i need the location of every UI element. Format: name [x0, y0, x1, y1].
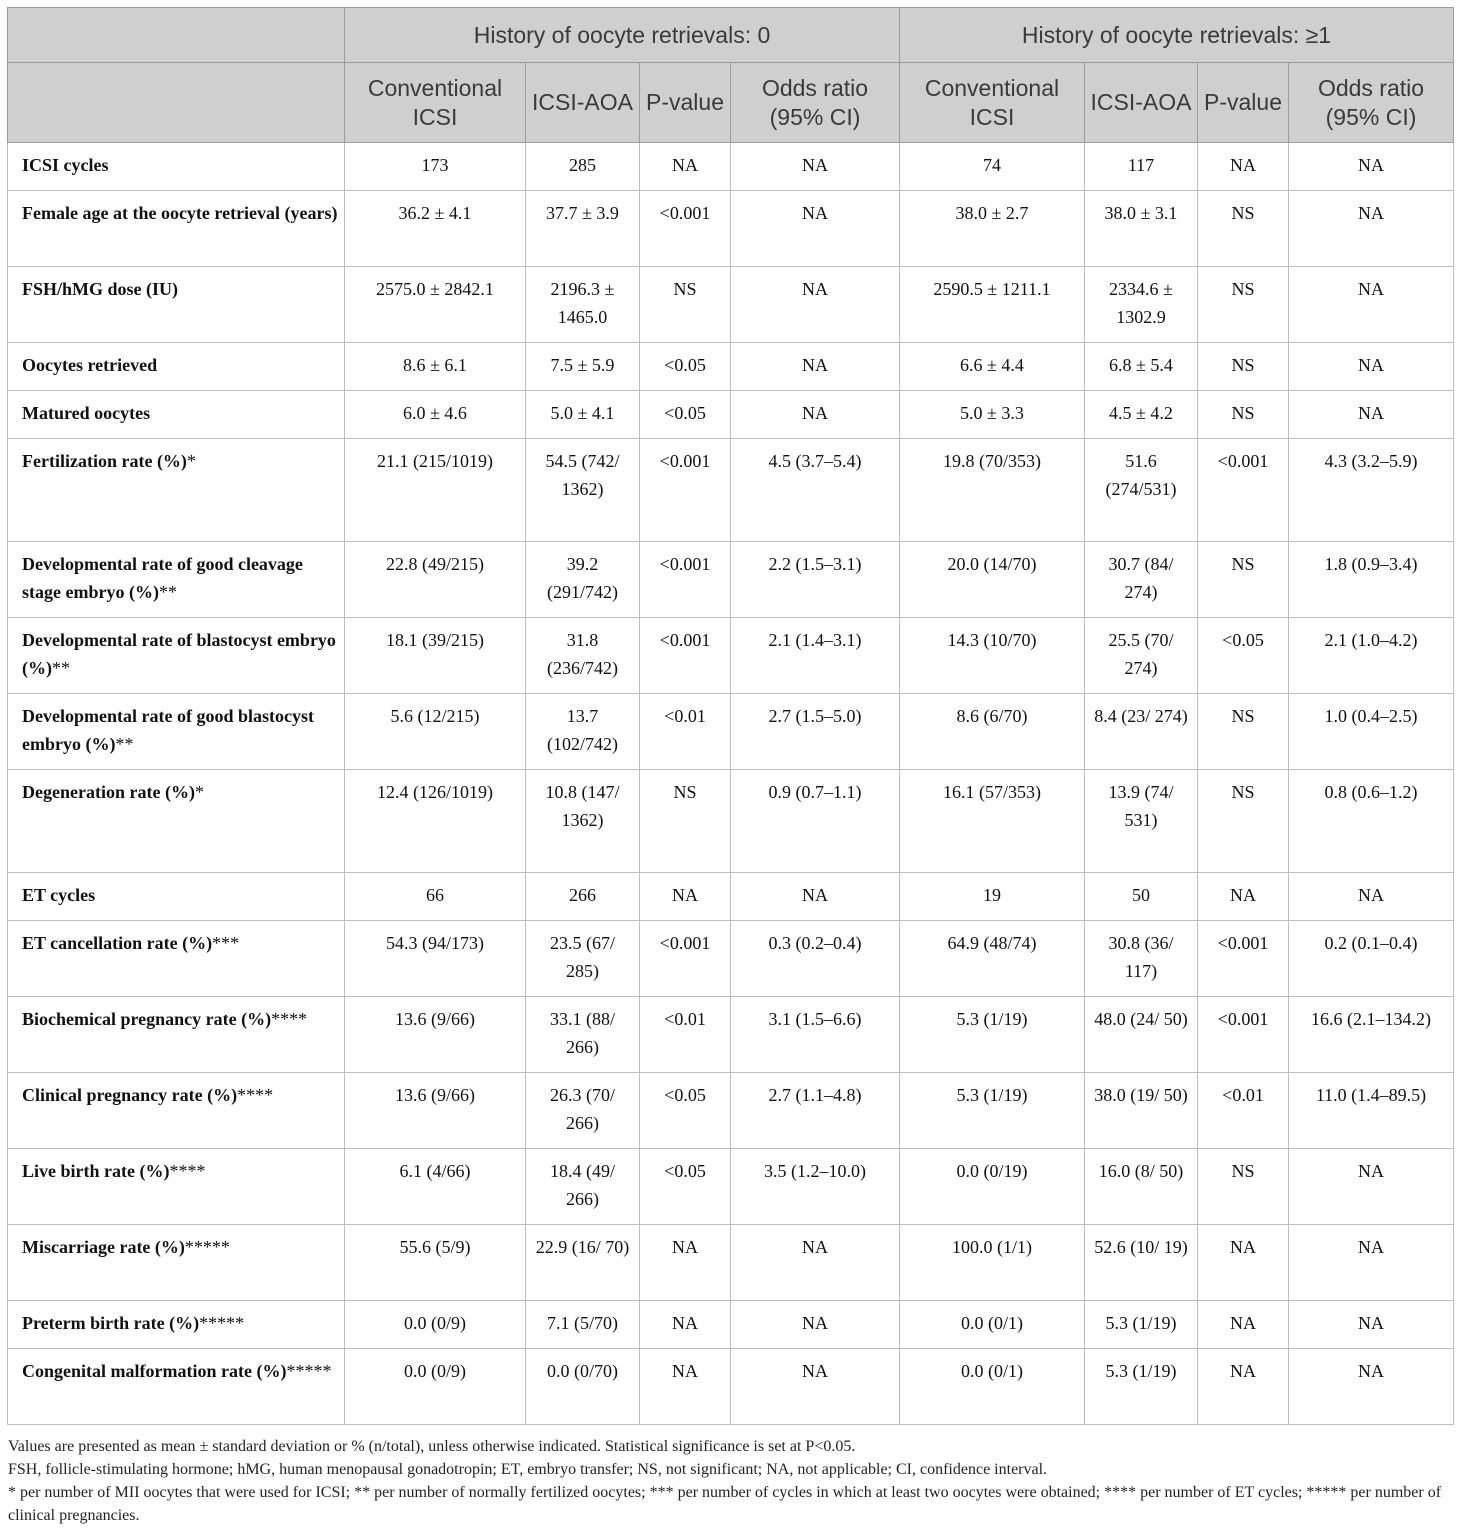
- column-header-icsi-aoa: ICSI-AOA: [1085, 63, 1198, 143]
- row-label-cell: [8, 267, 345, 343]
- table-cell: 6.1 (4/66): [345, 1149, 526, 1225]
- table-cell: NA: [731, 191, 900, 267]
- table-cell: 4.5 ± 4.2: [1085, 391, 1198, 439]
- table-cell: 38.0 ± 3.1: [1085, 191, 1198, 267]
- table-cell: NA: [731, 391, 900, 439]
- table-row: [8, 1073, 1454, 1149]
- row-label: ET cycles: [22, 885, 96, 905]
- column-header-conventional-icsi: Conventional ICSI: [900, 63, 1085, 143]
- row-label-cell: [8, 1073, 345, 1149]
- table-cell: <0.05: [1198, 618, 1289, 694]
- row-label: Fertilization rate (%): [22, 451, 187, 471]
- table-cell: NA: [640, 1301, 731, 1349]
- table-cell: 266: [526, 873, 640, 921]
- table-cell: 6.0 ± 4.6: [345, 391, 526, 439]
- table-cell: NA: [731, 343, 900, 391]
- row-footnote-marker: *****: [286, 1361, 332, 1381]
- table-cell: NS: [640, 267, 731, 343]
- row-footnote-marker: *: [194, 782, 204, 802]
- row-label-cell: [8, 770, 345, 873]
- table-cell: NA: [640, 873, 731, 921]
- table-cell: 18.4 (49/ 266): [526, 1149, 640, 1225]
- column-header-icsi-aoa: ICSI-AOA: [526, 63, 640, 143]
- table-cell: <0.05: [640, 391, 731, 439]
- table-cell: 2575.0 ± 2842.1: [345, 267, 526, 343]
- row-footnote-marker: *****: [199, 1313, 245, 1333]
- table-row: [8, 191, 1454, 267]
- table-cell: NA: [1289, 873, 1454, 921]
- table-cell: NA: [1289, 143, 1454, 191]
- table-cell: 21.1 (215/1019): [345, 439, 526, 542]
- table-cell: 16.0 (8/ 50): [1085, 1149, 1198, 1225]
- column-header-p-value: P-value: [640, 63, 731, 143]
- table-row: [8, 1301, 1454, 1349]
- table-cell: 55.6 (5/9): [345, 1225, 526, 1301]
- table-cell: 48.0 (24/ 50): [1085, 997, 1198, 1073]
- row-label-cell: [8, 391, 345, 439]
- row-label: Preterm birth rate (%): [22, 1313, 200, 1333]
- row-label-cell: [8, 873, 345, 921]
- table-cell: 5.6 (12/215): [345, 694, 526, 770]
- table-row: [8, 391, 1454, 439]
- table-cell: NA: [640, 1225, 731, 1301]
- row-label-cell: [8, 694, 345, 770]
- row-label-cell: [8, 439, 345, 542]
- table-cell: 5.3 (1/19): [1085, 1301, 1198, 1349]
- table-cell: NS: [1198, 542, 1289, 618]
- table-cell: 54.3 (94/173): [345, 921, 526, 997]
- footnotes: [7, 1435, 1453, 1527]
- table-cell: NS: [1198, 1149, 1289, 1225]
- table-cell: NA: [1289, 191, 1454, 267]
- results-table: [7, 7, 1454, 1425]
- table-cell: 23.5 (67/ 285): [526, 921, 640, 997]
- table-cell: 0.3 (0.2–0.4): [731, 921, 900, 997]
- row-label: Developmental rate of good cleavage stage embryo (%): [22, 554, 303, 602]
- table-cell: 6.6 ± 4.4: [900, 343, 1085, 391]
- table-cell: 0.0 (0/19): [900, 1149, 1085, 1225]
- table-cell: NA: [1198, 1301, 1289, 1349]
- table-cell: NA: [731, 1349, 900, 1425]
- row-label: Developmental rate of good blastocyst embryo (%): [22, 706, 314, 754]
- footnote-abbreviations: FSH, follicle-stimulating hormone; hMG, human menopausal gonadotropin; ET, embryo transfer; NS, not significant; NA, not applicable; CI, confidence interval.: [8, 1461, 1048, 1478]
- table-cell: 66: [345, 873, 526, 921]
- table-cell: 4.5 (3.7–5.4): [731, 439, 900, 542]
- table-cell: NA: [1198, 143, 1289, 191]
- table-cell: 1.0 (0.4–2.5): [1289, 694, 1454, 770]
- row-label-cell: [8, 542, 345, 618]
- row-footnote-marker: **: [158, 581, 177, 602]
- table-cell: NA: [731, 1301, 900, 1349]
- table-cell: NA: [1289, 343, 1454, 391]
- table-cell: <0.01: [640, 694, 731, 770]
- table-cell: 50: [1085, 873, 1198, 921]
- table-row: [8, 997, 1454, 1073]
- table-cell: 26.3 (70/ 266): [526, 1073, 640, 1149]
- table-cell: 8.4 (23/ 274): [1085, 694, 1198, 770]
- table-cell: NS: [1198, 770, 1289, 873]
- table-cell: 8.6 (6/70): [900, 694, 1085, 770]
- table-row: [8, 267, 1454, 343]
- row-label-cell: [8, 618, 345, 694]
- row-label: ET cancellation rate (%): [22, 933, 213, 953]
- row-footnote-marker: **: [52, 657, 70, 678]
- row-label: Developmental rate of blastocyst embryo (%): [22, 630, 336, 678]
- row-label: Biochemical pregnancy rate (%): [22, 1009, 272, 1029]
- table-row: [8, 343, 1454, 391]
- group-header-1: History of oocyte retrievals: ≥1: [900, 8, 1454, 63]
- table-cell: NA: [1198, 873, 1289, 921]
- header-corner-cell: [8, 8, 345, 63]
- row-label: Clinical pregnancy rate (%): [22, 1085, 238, 1105]
- row-label-cell: [8, 997, 345, 1073]
- row-label: Congenital malformation rate (%): [22, 1361, 287, 1381]
- row-label-cell: [8, 1149, 345, 1225]
- row-footnote-marker: **: [115, 733, 134, 754]
- group-header-0: History of oocyte retrievals: 0: [345, 8, 900, 63]
- table-cell: 74: [900, 143, 1085, 191]
- table-row: [8, 1349, 1454, 1425]
- table-cell: 0.2 (0.1–0.4): [1289, 921, 1454, 997]
- row-label-cell: [8, 343, 345, 391]
- table-cell: 52.6 (10/ 19): [1085, 1225, 1198, 1301]
- table-cell: 2590.5 ± 1211.1: [900, 267, 1085, 343]
- table-cell: 5.3 (1/19): [1085, 1349, 1198, 1425]
- row-label-cell: [8, 1349, 345, 1425]
- table-row: [8, 618, 1454, 694]
- table-cell: NS: [1198, 391, 1289, 439]
- table-cell: 0.0 (0/9): [345, 1349, 526, 1425]
- table-cell: 33.1 (88/ 266): [526, 997, 640, 1073]
- table-cell: 2.2 (1.5–3.1): [731, 542, 900, 618]
- table-cell: 8.6 ± 6.1: [345, 343, 526, 391]
- table-cell: 11.0 (1.4–89.5): [1289, 1073, 1454, 1149]
- table-cell: 16.6 (2.1–134.2): [1289, 997, 1454, 1073]
- table-cell: 1.8 (0.9–3.4): [1289, 542, 1454, 618]
- table-cell: NS: [1198, 694, 1289, 770]
- table-cell: NS: [1198, 343, 1289, 391]
- column-header-conventional-icsi: Conventional ICSI: [345, 63, 526, 143]
- table-cell: NA: [731, 1225, 900, 1301]
- table-container: [7, 7, 1453, 1527]
- row-label: Oocytes retrieved: [22, 355, 158, 375]
- row-label: Matured oocytes: [22, 403, 151, 423]
- row-footnote-marker: ****: [169, 1161, 206, 1181]
- table-row: [8, 143, 1454, 191]
- table-cell: 7.5 ± 5.9: [526, 343, 640, 391]
- table-cell: 2.1 (1.4–3.1): [731, 618, 900, 694]
- table-cell: 38.0 (19/ 50): [1085, 1073, 1198, 1149]
- table-row: [8, 921, 1454, 997]
- table-cell: 5.3 (1/19): [900, 997, 1085, 1073]
- header-group-row: [8, 8, 1454, 63]
- table-cell: NA: [1289, 1349, 1454, 1425]
- row-footnote-marker: *: [186, 451, 196, 471]
- row-label: Female age at the oocyte retrieval (years): [22, 203, 338, 223]
- table-cell: 54.5 (742/ 1362): [526, 439, 640, 542]
- table-cell: 0.9 (0.7–1.1): [731, 770, 900, 873]
- table-cell: 5.0 ± 4.1: [526, 391, 640, 439]
- table-row: [8, 1225, 1454, 1301]
- table-cell: 0.0 (0/1): [900, 1301, 1085, 1349]
- header-column-row: [8, 63, 1454, 143]
- table-cell: 2334.6 ± 1302.9: [1085, 267, 1198, 343]
- table-cell: NA: [731, 873, 900, 921]
- table-cell: <0.01: [1198, 1073, 1289, 1149]
- table-cell: 2.7 (1.1–4.8): [731, 1073, 900, 1149]
- row-label: Degeneration rate (%): [22, 782, 195, 802]
- table-cell: 13.9 (74/ 531): [1085, 770, 1198, 873]
- table-row: [8, 439, 1454, 542]
- table-cell: <0.001: [640, 542, 731, 618]
- table-cell: 64.9 (48/74): [900, 921, 1085, 997]
- row-label: Live birth rate (%): [22, 1161, 170, 1181]
- table-cell: 18.1 (39/215): [345, 618, 526, 694]
- row-footnote-marker: ****: [237, 1085, 274, 1105]
- table-cell: 6.8 ± 5.4: [1085, 343, 1198, 391]
- table-cell: 5.0 ± 3.3: [900, 391, 1085, 439]
- table-cell: NA: [640, 1349, 731, 1425]
- table-cell: <0.001: [1198, 921, 1289, 997]
- table-cell: 2.1 (1.0–4.2): [1289, 618, 1454, 694]
- table-cell: 22.8 (49/215): [345, 542, 526, 618]
- table-cell: 5.3 (1/19): [900, 1073, 1085, 1149]
- table-row: [8, 770, 1454, 873]
- table-cell: 0.8 (0.6–1.2): [1289, 770, 1454, 873]
- table-cell: NA: [731, 267, 900, 343]
- table-row: [8, 1149, 1454, 1225]
- table-cell: <0.05: [640, 343, 731, 391]
- table-cell: 25.5 (70/ 274): [1085, 618, 1198, 694]
- row-label-cell: [8, 1301, 345, 1349]
- footnote-asterisks: * per number of MII oocytes that were used for ICSI; ** per number of normally fertilized oocytes; *** per number of cycles in which at least two oocytes were obtained; **** per number of ET cycles; ***** per number of clinical pregnancies.: [8, 1484, 1442, 1524]
- table-cell: 20.0 (14/70): [900, 542, 1085, 618]
- table-cell: 7.1 (5/70): [526, 1301, 640, 1349]
- table-cell: 38.0 ± 2.7: [900, 191, 1085, 267]
- table-row: [8, 694, 1454, 770]
- table-cell: 285: [526, 143, 640, 191]
- table-cell: NS: [1198, 191, 1289, 267]
- table-cell: 22.9 (16/ 70): [526, 1225, 640, 1301]
- table-cell: 19: [900, 873, 1085, 921]
- table-cell: <0.001: [640, 191, 731, 267]
- table-cell: 30.7 (84/ 274): [1085, 542, 1198, 618]
- table-cell: 10.8 (147/ 1362): [526, 770, 640, 873]
- table-cell: NA: [1198, 1349, 1289, 1425]
- table-row: [8, 542, 1454, 618]
- table-cell: 2196.3 ± 1465.0: [526, 267, 640, 343]
- column-header-odds-ratio: Odds ratio (95% CI): [731, 63, 900, 143]
- table-cell: NA: [640, 143, 731, 191]
- column-header-p-value: P-value: [1198, 63, 1289, 143]
- table-cell: <0.05: [640, 1149, 731, 1225]
- table-cell: 37.7 ± 3.9: [526, 191, 640, 267]
- header-label-cell: [8, 63, 345, 143]
- table-cell: <0.05: [640, 1073, 731, 1149]
- table-cell: 13.6 (9/66): [345, 997, 526, 1073]
- row-footnote-marker: ****: [271, 1009, 308, 1029]
- table-cell: <0.001: [1198, 997, 1289, 1073]
- row-footnote-marker: ***: [212, 933, 240, 953]
- table-cell: NA: [1289, 1301, 1454, 1349]
- row-label: Miscarriage rate (%): [22, 1237, 185, 1257]
- table-cell: 31.8 (236/742): [526, 618, 640, 694]
- table-cell: 12.4 (126/1019): [345, 770, 526, 873]
- table-cell: NA: [1289, 391, 1454, 439]
- table-cell: NA: [1198, 1225, 1289, 1301]
- footnote-values: Values are presented as mean ± standard deviation or % (n/total), unless otherwise indicated. Statistical significance is set at P<0.05.: [8, 1438, 856, 1455]
- table-cell: 4.3 (3.2–5.9): [1289, 439, 1454, 542]
- table-cell: 100.0 (1/1): [900, 1225, 1085, 1301]
- table-cell: 14.3 (10/70): [900, 618, 1085, 694]
- table-cell: 39.2 (291/742): [526, 542, 640, 618]
- row-label: ICSI cycles: [22, 155, 109, 175]
- table-cell: 117: [1085, 143, 1198, 191]
- row-footnote-marker: *****: [184, 1237, 230, 1257]
- table-cell: 3.5 (1.2–10.0): [731, 1149, 900, 1225]
- table-body: [8, 143, 1454, 1425]
- table-cell: 0.0 (0/1): [900, 1349, 1085, 1425]
- table-cell: 0.0 (0/9): [345, 1301, 526, 1349]
- table-cell: NA: [1289, 267, 1454, 343]
- row-label-cell: [8, 921, 345, 997]
- table-cell: 13.6 (9/66): [345, 1073, 526, 1149]
- table-cell: 0.0 (0/70): [526, 1349, 640, 1425]
- table-cell: NS: [1198, 267, 1289, 343]
- table-cell: 51.6 (274/531): [1085, 439, 1198, 542]
- table-cell: 36.2 ± 4.1: [345, 191, 526, 267]
- table-cell: <0.01: [640, 997, 731, 1073]
- table-cell: 2.7 (1.5–5.0): [731, 694, 900, 770]
- row-label-cell: [8, 191, 345, 267]
- table-cell: NS: [640, 770, 731, 873]
- table-cell: 30.8 (36/ 117): [1085, 921, 1198, 997]
- table-cell: <0.001: [640, 921, 731, 997]
- table-cell: 19.8 (70/353): [900, 439, 1085, 542]
- row-label: FSH/hMG dose (IU): [22, 279, 179, 299]
- row-label-cell: [8, 1225, 345, 1301]
- table-cell: NA: [1289, 1149, 1454, 1225]
- table-cell: 13.7 (102/742): [526, 694, 640, 770]
- table-cell: 16.1 (57/353): [900, 770, 1085, 873]
- table-cell: <0.001: [640, 618, 731, 694]
- column-header-odds-ratio: Odds ratio (95% CI): [1289, 63, 1454, 143]
- table-cell: <0.001: [640, 439, 731, 542]
- table-cell: <0.001: [1198, 439, 1289, 542]
- row-label-cell: [8, 143, 345, 191]
- table-cell: NA: [731, 143, 900, 191]
- table-cell: NA: [1289, 1225, 1454, 1301]
- table-row: [8, 873, 1454, 921]
- table-cell: 173: [345, 143, 526, 191]
- table-cell: 3.1 (1.5–6.6): [731, 997, 900, 1073]
